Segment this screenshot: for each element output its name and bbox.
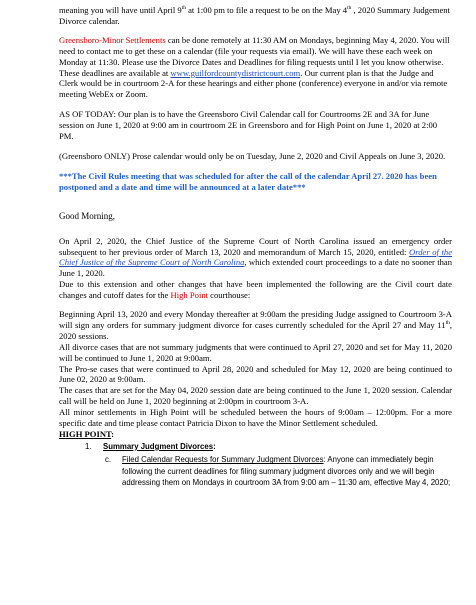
- high-point-heading: HIGH POINT:: [59, 429, 114, 439]
- paragraph-minor-settlements-high-point: All minor settlements in High Point will be scheduled between the hours of 9:00am – 12:00pm. For a more specific date and time please contact Patricia Dixon to have the Minor Settlement scheduled.: [59, 407, 452, 429]
- civil-rules-notice: ***The Civil Rules meeting that was scheduled for after the call of the calendar April 27. 2020 has been postponed and a date and time will be announced at a later date***: [59, 170, 437, 192]
- high-point-highlight: High Point: [170, 290, 209, 301]
- paragraph-as-of-today: AS OF TODAY: Our plan is to have the Greensboro Civil Calendar call for Courtrooms 2E and 3A for June session on June 1, 2020 at 9:00 am in courtroom 2E in Greensboro and for High Point on June 1, 2020 at 2:00 PM.: [59, 109, 438, 142]
- paragraph-chief-justice-order: On April 2, 2020, the Chief Justice of the Supreme Court of North Carolina issued an emergency order subsequent to her previous order of March 13, 2020 and memorandum of March 15, 2020, entitled: Order of the Chief Justice of the Supreme Court of North Carolina, which extended court proceedings to a date no sooner than June 1, 2020.: [59, 235, 453, 279]
- paragraph-prose-calendar: (Greensboro ONLY) Prose calendar would only be on Tuesday, June 2, 2020 and Civil Appeals on June 3, 2020.: [59, 150, 446, 161]
- paragraph-divorce-cases: All divorce cases that are not summary judgments that were continued to April 27, 2020 and set for May 11, 2020 will be continued to June 1, 2020 at 9:00am.: [59, 341, 452, 363]
- greeting: Good Morning,: [59, 210, 115, 221]
- paragraph-filing-deadline: meaning you will have until April 9th at 1:00 pm to file a request to be on the May 4th , 2020 Summary Judgement Divorce calendar.: [59, 5, 450, 26]
- paragraph-may-session: The cases that are set for the May 04, 2020 session date are being continued to the June 1, 2020 session. Calendar call will be held on June 1, 2020 beginning at 2:00pm in courtroom 3-A.: [59, 385, 452, 407]
- minor-settlements-lead: Greensboro-Minor Settlements: [59, 34, 166, 45]
- list-letter: c.: [105, 455, 112, 465]
- paragraph-prose-cases: The Pro-se cases that were continued to April 28, 2020 and scheduled for May 12, 2020 are being continued to June 02, 2020 at 9:00am.: [59, 363, 452, 385]
- court-website-link[interactable]: www.guilfordcountydistrictcourt.com: [170, 67, 301, 78]
- paragraph-beginning-april: Beginning April 13, 2020 and every Monday thereafter at 9:00am the presiding Judge assigned to Courtroom 3-A will sign any orders for summary judgment divorce for cases currently scheduled for the April 27 and May 11th, 2020 sessions.: [59, 309, 452, 341]
- paragraph-extension-changes: Due to this extension and other changes that have been implemented the following are the Civil court date changes and cutoff dates for the High Point courthouse:: [59, 279, 452, 301]
- sublist-item-label: Filed Calendar Requests for Summary Judgment Divorces: [122, 455, 324, 465]
- list-item-summary-judgment: 1. Summary Judgment Divorces:: [85, 441, 216, 451]
- list-number: 1.: [85, 441, 92, 451]
- sublist-item-text: : Anyone can immediately begin following the current deadlines for filing summary judgment divorces only and we will begin addressing them on Mondays in courtroom 3A from 9:00 am – 11:30 am, effective May 4, 2020;: [122, 455, 451, 487]
- chief-justice-order-link[interactable]: Order of the Chief Justice of the Supreme Court of North Carolina: [59, 246, 453, 268]
- paragraph-minor-settlements: Greensboro-Minor Settlements can be done remotely at 11:30 AM on Mondays, beginning May 4, 2020. You will need to contact me to get these on a calendar (file your requests via email). We will have these each week on Monday at 11:30. Please use the Divorce Dates and Deadlines for filing requests until I let you know otherwise. These deadlines are available at www.guilfordcountydistrictcourt.com. Our current plan is that the Judge and Clerk would be in courtroom 2-A for these hearings and either phone (conference) everyone in and/or via remote meeting WebEx or Zoom.: [59, 34, 450, 100]
- list-item-filed-calendar-requests: [59, 454, 452, 488]
- list-item-label: Summary Judgment Divorces: [103, 441, 214, 451]
